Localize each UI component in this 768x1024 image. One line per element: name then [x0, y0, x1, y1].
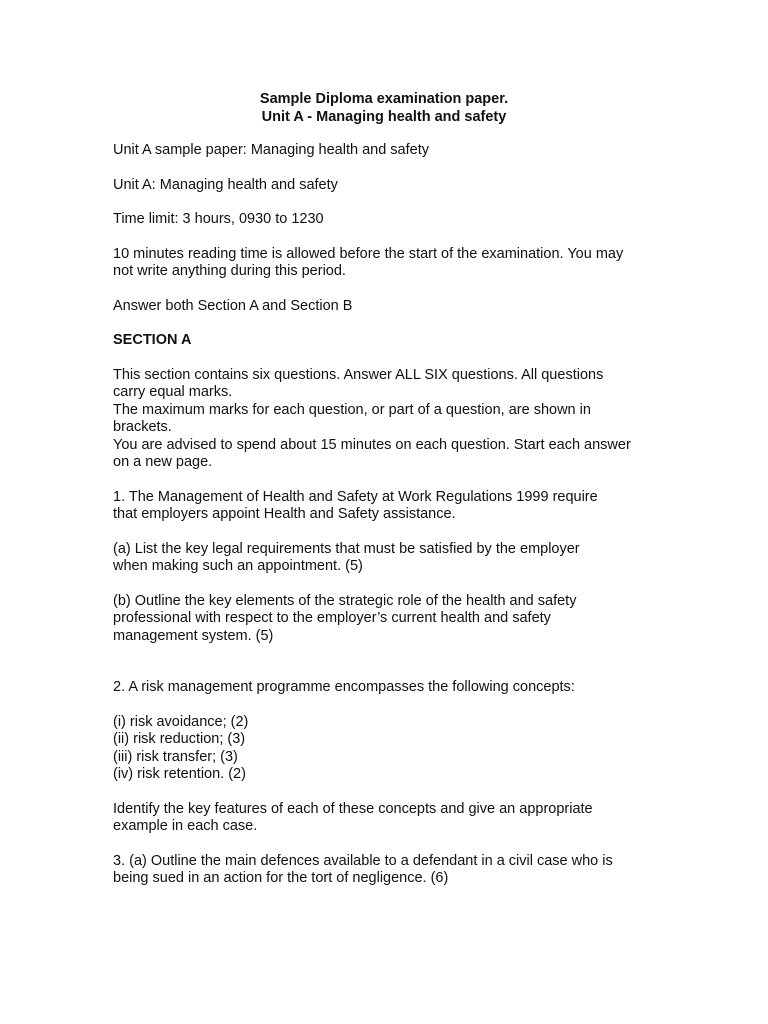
section-instruction: The maximum marks for each question, or part of a question, are shown in brackets. [113, 401, 591, 435]
answer-instruction: Answer both Section A and Section B [113, 297, 353, 314]
paper-title-block [0, 90, 768, 126]
sample-paper-line: Unit A sample paper: Managing health and safety [113, 142, 429, 158]
unit-line: Unit A: Managing health and safety [113, 176, 338, 193]
question-2-task: Identify the key features of each of these concepts and give an appropriate example in each case. [113, 800, 593, 834]
time-limit-line: Time limit: 3 hours, 0930 to 1230 [113, 211, 324, 227]
paper-subtitle: Unit A - Managing health and safety [261, 109, 507, 125]
question-1-stem: 1. The Management of Health and Safety at Work Regulations 1999 require that employers appoint Health and Safety assistance. [113, 488, 598, 522]
question-3-part-a: 3. (a) Outline the main defences available to a defendant in a civil case who is being sued in an action for the tort of negligence. (6) [113, 852, 613, 886]
question-2-stem: 2. A risk management programme encompasses the following concepts: [113, 679, 575, 695]
question-2-item: (iii) risk transfer; (3) [113, 748, 238, 765]
reading-time-paragraph: 10 minutes reading time is allowed before the start of the examination. You may not write anything during this period. [113, 245, 624, 279]
section-instruction: This section contains six questions. Answer ALL SIX questions. All questions carry equal marks. [113, 366, 604, 400]
question-2-item: (ii) risk reduction; (3) [113, 731, 246, 747]
paper-body [113, 142, 673, 905]
paper-title: Sample Diploma examination paper. [259, 91, 509, 107]
question-1-part-a: (a) List the key legal requirements that must be satisfied by the employer when making such an appointment. (5) [113, 540, 580, 574]
question-1-part-b: (b) Outline the key elements of the strategic role of the health and safety professional with respect to the employer’s current health and safety management system. (5) [113, 592, 577, 644]
section-instruction: You are advised to spend about 15 minutes on each question. Start each answer on a new page. [113, 436, 631, 470]
section-a-heading: SECTION A [113, 332, 192, 348]
question-2-item: (iv) risk retention. (2) [113, 766, 246, 782]
question-2-item: (i) risk avoidance; (2) [113, 713, 249, 730]
